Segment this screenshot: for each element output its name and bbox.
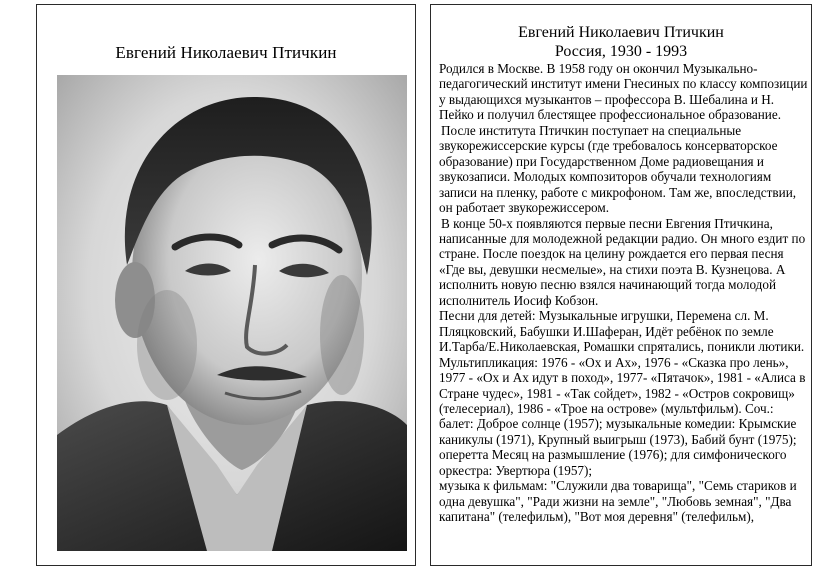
bio-paragraph-birth: Родился в Москве. В 1958 году он окончил Музыкально-педагогический институт имени Гнесиных по классу композиции у выдающихся музыкантов – профессора В. Шебалина и Н. Пейко и получил блестящее профессиональное образование. [439,61,808,123]
biography-header [431,23,811,61]
composer-portrait [57,75,407,551]
biography-card [430,4,812,566]
bio-paragraph-works: Песни для детей: Музыкальные игрушки, Перемена сл. М. Пляцковский, Бабушки И.Шаферан, Идёт ребёнок по земле И.Тарба/Е.Николаевская, Ромашки спрятались, поникли лютики. Мультипликация: 1976 - «Ох и Ах», 1976 - «Сказка про лень», 1977 - «Ох и Ах идут в поход», 1977- «Пятачок», 1981 - «Алиса в Стране чудес», 1981 - «Так сойдет», 1982 - «Остров сокровищ» (телесериал), 1986 - «Трое на острове» (мультфильм). Соч.: балет: Доброе солнце (1957); музыкальные комедии: Крымские каникулы (1971), Крупный выигрыш (1973), Бабий бунт (1975); оперетта Месяц на размышление (1976); для симфонического оркестра: Увертюра (1957); [439,308,806,478]
portrait-image [57,75,407,551]
life-years: Россия, 1930 - 1993 [554,43,688,60]
bio-paragraph-first-songs: В конце 50-х появляются первые песни Евгения Птичкина, написанные для молодежной редакции радио. Он много ездит по стране. После поездок на целину рождается его первая песня «Где вы, девушки несмелые», на стихи поэта В. Кузнецова. А исполнить новую песню взялся начинающий тогда молодой исполнитель Иосиф Кобзон. [439,215,806,308]
composer-name: Евгений Николаевич Птичкин [518,24,724,41]
bio-paragraph-film-music: музыка к фильмам: "Служили два товарища", "Семь стариков и одна девушка", "Ради жизни на земле", "Любовь земная", "Два капитана" (телефильм), "Вот моя деревня" (телефильм), [439,478,797,525]
biography-text [439,61,811,525]
portrait-caption: Евгений Николаевич Птичкин [115,43,337,62]
bio-paragraph-career: После института Птичкин поступает на специальные звукорежиссерские курсы (где требовалось консерваторское образование) при Государственном Доме радиовещания и звукозаписи. Молодых композиторов обучали технологиям записи на пленку, работе с микрофоном. Там же, впоследствии, он работает звукорежиссером. [439,122,797,216]
portrait-card [36,4,416,566]
